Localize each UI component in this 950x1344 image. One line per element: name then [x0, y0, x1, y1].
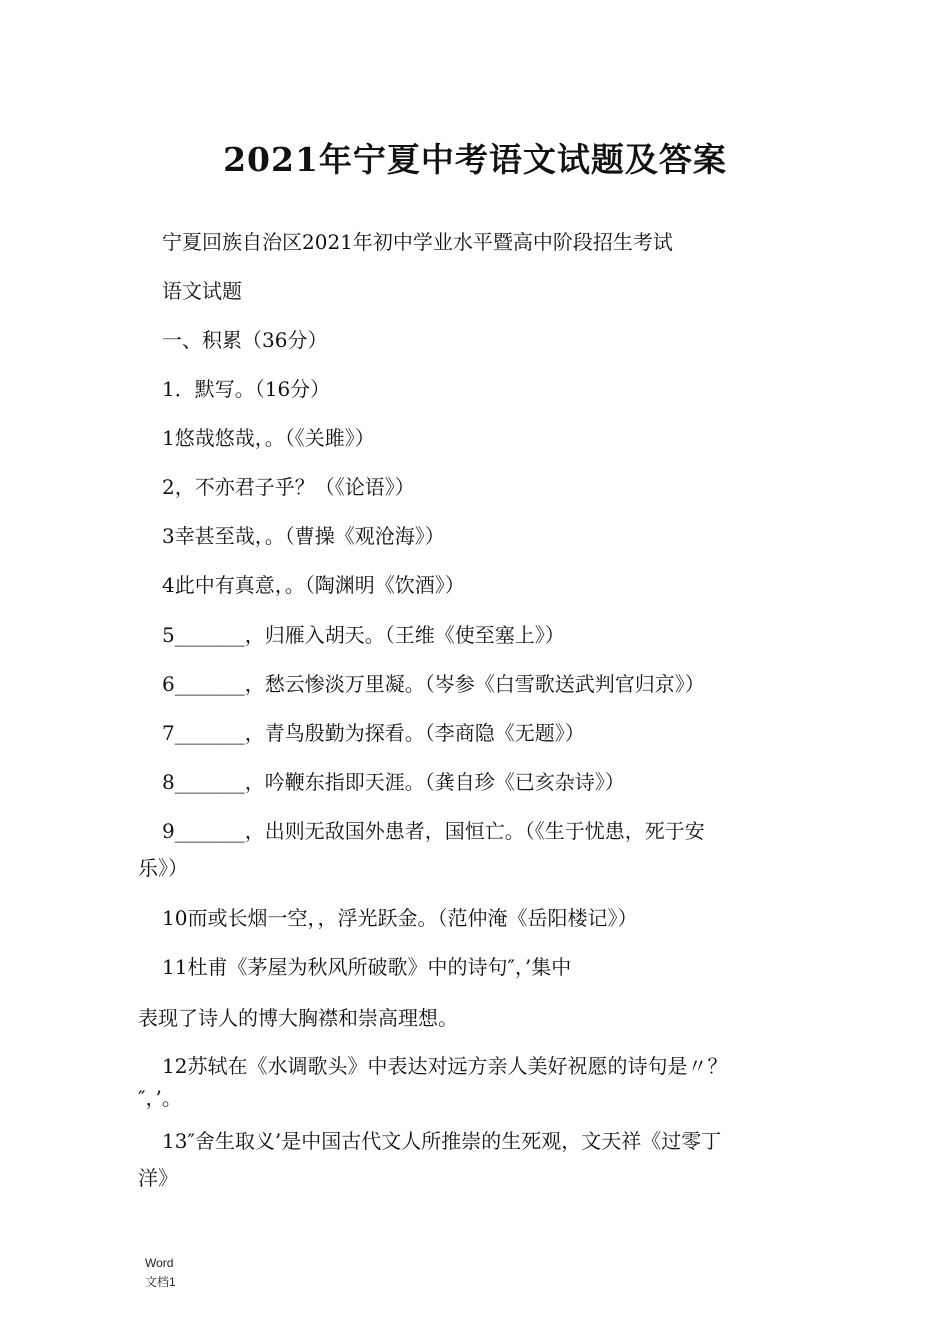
text-line: 7_______，青鸟殷勤为探看。（李商隐《无题》） [162, 721, 585, 745]
text-line: 12苏轼在《水调歌头》中表达对远方亲人美好祝愿的诗句是〃？ [162, 1054, 728, 1078]
text-line: ″，’。 [138, 1086, 182, 1110]
footer-app-name: Word [145, 1256, 174, 1270]
text-line: 9_______，出则无敌国外患者，国恒亡。（《生于忧患，死于安 [162, 819, 705, 843]
text-line: 10而或长烟一空，，浮光跃金。（范仲淹《岳阳楼记》） [162, 906, 638, 930]
text-line: 13″舍生取义’是中国古代文人所推崇的生死观，文天祥《过零丁 [162, 1129, 722, 1153]
text-line: 5_______，归雁入胡天。（王维《使至塞上》） [162, 623, 565, 647]
text-line: 1悠哉悠哉，。（《关雎》） [162, 426, 375, 450]
text-line: 洋》 [138, 1166, 178, 1190]
text-line: 11杜甫《茅屋为秋风所破歌》中的诗句″，’集中 [162, 955, 572, 979]
text-line: 6_______，愁云惨淡万里凝。（岑参《白雪歌送武判官归京》） [162, 672, 705, 696]
text-line: 一、积累（36分） [162, 328, 328, 352]
text-line: 乐》） [138, 856, 188, 880]
text-line: 宁夏回族自治区2021年初中学业水平暨高中阶段招生考试 [162, 230, 673, 254]
text-line: 4此中有真意，。（陶渊明《饮酒》） [162, 573, 465, 597]
text-line: 1．默写。（16分） [162, 377, 331, 401]
text-line: 语文试题 [162, 279, 242, 303]
text-line: 2，不亦君子乎？（《论语》） [162, 475, 415, 499]
document-title: 2021年宁夏中考语文试题及答案 [223, 140, 727, 179]
footer-page-label: 文档1 [145, 1275, 176, 1289]
text-line: 表现了诗人的博大胸襟和崇高理想。 [138, 1006, 458, 1030]
text-line: 8_______，吟鞭东指即天涯。（龚自珍《已亥杂诗》） [162, 770, 625, 794]
text-line: 3幸甚至哉，。（曹操《观沧海》） [162, 524, 445, 548]
